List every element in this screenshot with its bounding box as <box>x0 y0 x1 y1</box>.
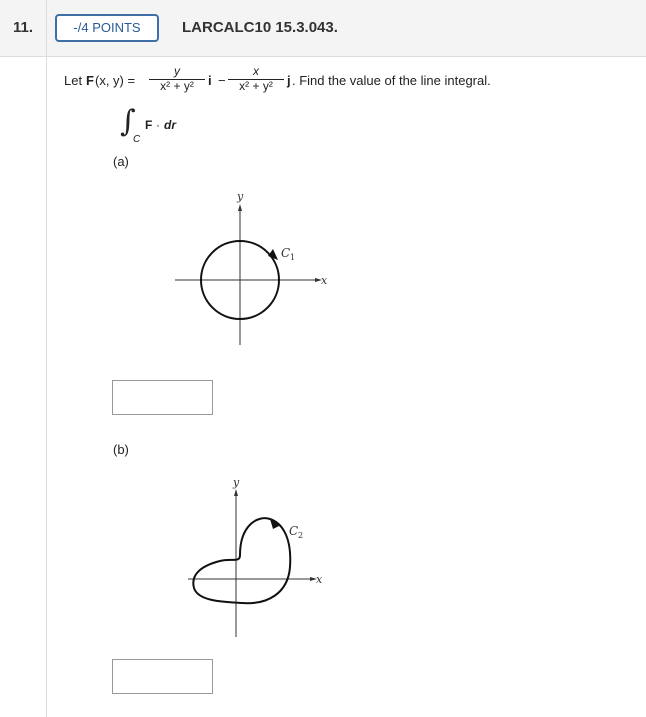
curve-c2-label: C <box>289 524 299 538</box>
integrand-field: F <box>145 118 153 132</box>
answer-input-a[interactable] <box>112 380 213 415</box>
curve-c1-subscript: 1 <box>290 253 296 262</box>
line-integral-expression <box>120 104 200 152</box>
unit-vector-j: j <box>287 73 291 88</box>
points-badge[interactable]: -/4 POINTS <box>55 14 159 42</box>
part-a-label: (a) <box>113 154 129 169</box>
problem-statement <box>64 66 634 106</box>
integral-subscript: C <box>133 134 141 145</box>
problem-reference: LARCALC10 15.3.043. <box>182 19 338 36</box>
fraction-numerator: x <box>253 64 259 78</box>
vector-field-args: (x, y) = <box>95 73 136 88</box>
question-header <box>0 0 646 57</box>
part-b-label: (b) <box>113 442 129 457</box>
curve-c2-subscript: 2 <box>298 531 304 540</box>
fraction-numerator: y <box>174 64 180 78</box>
left-gutter <box>0 56 47 717</box>
unit-vector-i: i <box>208 73 212 88</box>
question-number: 11. <box>0 0 47 56</box>
x-axis-label: x <box>316 573 323 586</box>
figure-b <box>170 475 340 645</box>
figure-a <box>170 185 340 355</box>
y-axis-arrow <box>234 489 238 496</box>
answer-input-b[interactable] <box>112 659 213 694</box>
x-axis-label: x <box>321 274 328 287</box>
y-axis-label: y <box>233 476 240 489</box>
curve-c1-label: C <box>281 246 291 260</box>
integrand-dr: dr <box>164 118 176 132</box>
problem-lead: Let <box>64 73 83 88</box>
curve-c2 <box>193 518 290 603</box>
problem-instruction: . Find the value of the line integral. <box>292 73 491 88</box>
dot-operator: · <box>156 118 160 132</box>
fraction-j-component <box>224 64 288 104</box>
fraction-denominator: x² + y² <box>239 79 273 93</box>
y-axis-arrow <box>238 204 242 211</box>
fraction-i-component <box>145 64 209 104</box>
vector-field-name: F <box>86 73 94 88</box>
y-axis-label: y <box>237 190 244 203</box>
minus-sign: − <box>218 73 226 88</box>
fraction-denominator: x² + y² <box>160 79 194 93</box>
integral-sign: ∫ <box>120 104 136 139</box>
